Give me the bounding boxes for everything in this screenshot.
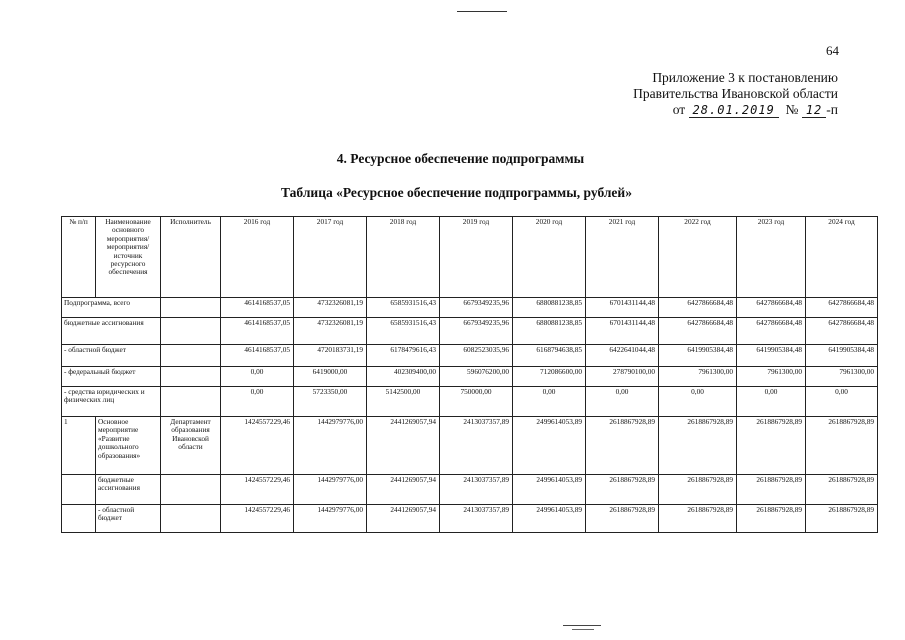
table-header-row xyxy=(62,217,878,298)
row-number: 1 xyxy=(62,417,96,475)
table-row xyxy=(62,417,878,475)
value-cell: 1442979776,00 xyxy=(294,505,367,533)
table-row xyxy=(62,298,878,318)
bottom-mark xyxy=(563,625,601,626)
value-cell: 1442979776,00 xyxy=(294,475,367,505)
value-cell: 2618867928,89 xyxy=(586,505,659,533)
value-cell: 6585931516,43 xyxy=(367,318,440,345)
value-cell: 0,00 xyxy=(806,387,878,417)
value-cell: 2618867928,89 xyxy=(586,475,659,505)
value-cell: 2618867928,89 xyxy=(737,505,806,533)
appendix-line-2: Правительства Ивановской области xyxy=(633,86,838,101)
value-cell: 2413037357,89 xyxy=(440,505,513,533)
value-cell: 4614168537,05 xyxy=(221,298,294,318)
executor-cell xyxy=(161,475,221,505)
value-cell: 6427866684,48 xyxy=(659,318,737,345)
value-cell: 2618867928,89 xyxy=(659,505,737,533)
value-cell: 0,00 xyxy=(221,367,294,387)
value-cell: 2618867928,89 xyxy=(586,417,659,475)
row-label: Подпрограмма, всего xyxy=(62,298,161,318)
executor-cell xyxy=(161,318,221,345)
value-cell: 6419905384,48 xyxy=(806,345,878,367)
value-cell: 2618867928,89 xyxy=(659,417,737,475)
header-cell-2023: 2023 год xyxy=(737,217,806,298)
executor-cell xyxy=(161,367,221,387)
page-number: 64 xyxy=(826,43,839,58)
header-cell-2021: 2021 год xyxy=(586,217,659,298)
table-row xyxy=(62,367,878,387)
resource-table xyxy=(61,216,878,533)
header-cell-2019: 2019 год xyxy=(440,217,513,298)
value-cell: 6427866684,48 xyxy=(806,298,878,318)
value-cell: 0,00 xyxy=(221,387,294,417)
value-cell: 2413037357,89 xyxy=(440,417,513,475)
table-row xyxy=(62,505,878,533)
value-cell: 6701431144,48 xyxy=(586,298,659,318)
value-cell: 2441269057,94 xyxy=(367,417,440,475)
value-cell: 6427866684,48 xyxy=(737,318,806,345)
appendix-from: от xyxy=(672,102,686,117)
value-cell: 596076200,00 xyxy=(440,367,513,387)
value-cell: 6178479616,43 xyxy=(367,345,440,367)
table-row xyxy=(62,387,878,417)
value-cell: 6701431144,48 xyxy=(586,318,659,345)
value-cell: 2441269057,94 xyxy=(367,505,440,533)
value-cell: 5723350,00 xyxy=(294,387,367,417)
value-cell: 5142500,00 xyxy=(367,387,440,417)
value-cell: 6082523035,96 xyxy=(440,345,513,367)
top-divider xyxy=(457,11,507,12)
value-cell: 278790100,00 xyxy=(586,367,659,387)
value-cell: 6419000,00 xyxy=(294,367,367,387)
value-cell: 0,00 xyxy=(513,387,586,417)
appendix-block xyxy=(438,70,838,118)
executor-cell xyxy=(161,298,221,318)
value-cell: 4614168537,05 xyxy=(221,318,294,345)
appendix-suffix: -п xyxy=(826,102,838,117)
row-number xyxy=(62,505,96,533)
header-cell-name: Наименование основного мероприятия/ мероприятия/ источник ресурсного обеспечения xyxy=(96,217,161,298)
value-cell: 2618867928,89 xyxy=(806,475,878,505)
value-cell: 750000,00 xyxy=(440,387,513,417)
header-cell-2017: 2017 год xyxy=(294,217,367,298)
value-cell: 1424557229,46 xyxy=(221,475,294,505)
value-cell: 2618867928,89 xyxy=(737,475,806,505)
table-row xyxy=(62,475,878,505)
executor-cell: Департамент образования Ивановской области xyxy=(161,417,221,475)
row-label: - федеральный бюджет xyxy=(62,367,161,387)
value-cell: 2618867928,89 xyxy=(659,475,737,505)
header-cell-number: № п/п xyxy=(62,217,96,298)
executor-cell xyxy=(161,387,221,417)
value-cell: 402309400,00 xyxy=(367,367,440,387)
value-cell: 0,00 xyxy=(659,387,737,417)
value-cell: 2618867928,89 xyxy=(737,417,806,475)
row-label: - областной бюджет xyxy=(62,345,161,367)
value-cell: 7961300,00 xyxy=(737,367,806,387)
appendix-line-1: Приложение 3 к постановлению xyxy=(652,70,838,85)
value-cell: 712086600,00 xyxy=(513,367,586,387)
executor-cell xyxy=(161,505,221,533)
value-cell: 6427866684,48 xyxy=(806,318,878,345)
value-cell: 2499614053,89 xyxy=(513,505,586,533)
header-cell-executor: Исполнитель xyxy=(161,217,221,298)
appendix-line-3 xyxy=(438,102,838,118)
value-cell: 6427866684,48 xyxy=(737,298,806,318)
value-cell: 2499614053,89 xyxy=(513,475,586,505)
value-cell: 0,00 xyxy=(737,387,806,417)
value-cell: 4720183731,19 xyxy=(294,345,367,367)
value-cell: 2618867928,89 xyxy=(806,417,878,475)
appendix-date: 28.01.2019 xyxy=(689,103,779,118)
value-cell: 0,00 xyxy=(586,387,659,417)
value-cell: 4614168537,05 xyxy=(221,345,294,367)
value-cell: 2441269057,94 xyxy=(367,475,440,505)
executor-cell xyxy=(161,345,221,367)
row-label: бюджетные ассигнования xyxy=(96,475,161,505)
value-cell: 6679349235,96 xyxy=(440,298,513,318)
value-cell: 6880881238,85 xyxy=(513,298,586,318)
value-cell: 6419905384,48 xyxy=(659,345,737,367)
value-cell: 6679349235,96 xyxy=(440,318,513,345)
row-label: - средства юридических и физических лиц xyxy=(62,387,161,417)
value-cell: 6168794638,85 xyxy=(513,345,586,367)
value-cell: 4732326081,19 xyxy=(294,318,367,345)
header-cell-2018: 2018 год xyxy=(367,217,440,298)
header-cell-2016: 2016 год xyxy=(221,217,294,298)
header-cell-2020: 2020 год xyxy=(513,217,586,298)
value-cell: 6427866684,48 xyxy=(659,298,737,318)
value-cell: 2499614053,89 xyxy=(513,417,586,475)
section-title: 4. Ресурсное обеспечение подпрограммы xyxy=(336,151,585,166)
row-number xyxy=(62,475,96,505)
table-title: Таблица «Ресурсное обеспечение подпрограммы, рублей» xyxy=(281,185,632,200)
value-cell: 4732326081,19 xyxy=(294,298,367,318)
appendix-number-prefix: № xyxy=(785,102,799,117)
appendix-number: 12 xyxy=(802,103,826,118)
value-cell: 2618867928,89 xyxy=(806,505,878,533)
bottom-mark xyxy=(572,629,594,630)
header-cell-2024: 2024 год xyxy=(806,217,878,298)
row-label: - областной бюджет xyxy=(96,505,161,533)
value-cell: 6585931516,43 xyxy=(367,298,440,318)
row-label: Основное мероприятие «Развитие дошкольного образования» xyxy=(96,417,161,475)
value-cell: 6880881238,85 xyxy=(513,318,586,345)
value-cell: 7961300,00 xyxy=(659,367,737,387)
value-cell: 6419905384,48 xyxy=(737,345,806,367)
row-label: бюджетные ассигнования xyxy=(62,318,161,345)
value-cell: 7961300,00 xyxy=(806,367,878,387)
table-row xyxy=(62,345,878,367)
header-cell-2022: 2022 год xyxy=(659,217,737,298)
value-cell: 1442979776,00 xyxy=(294,417,367,475)
value-cell: 1424557229,46 xyxy=(221,505,294,533)
table-row xyxy=(62,318,878,345)
value-cell: 6422641044,48 xyxy=(586,345,659,367)
value-cell: 1424557229,46 xyxy=(221,417,294,475)
value-cell: 2413037357,89 xyxy=(440,475,513,505)
